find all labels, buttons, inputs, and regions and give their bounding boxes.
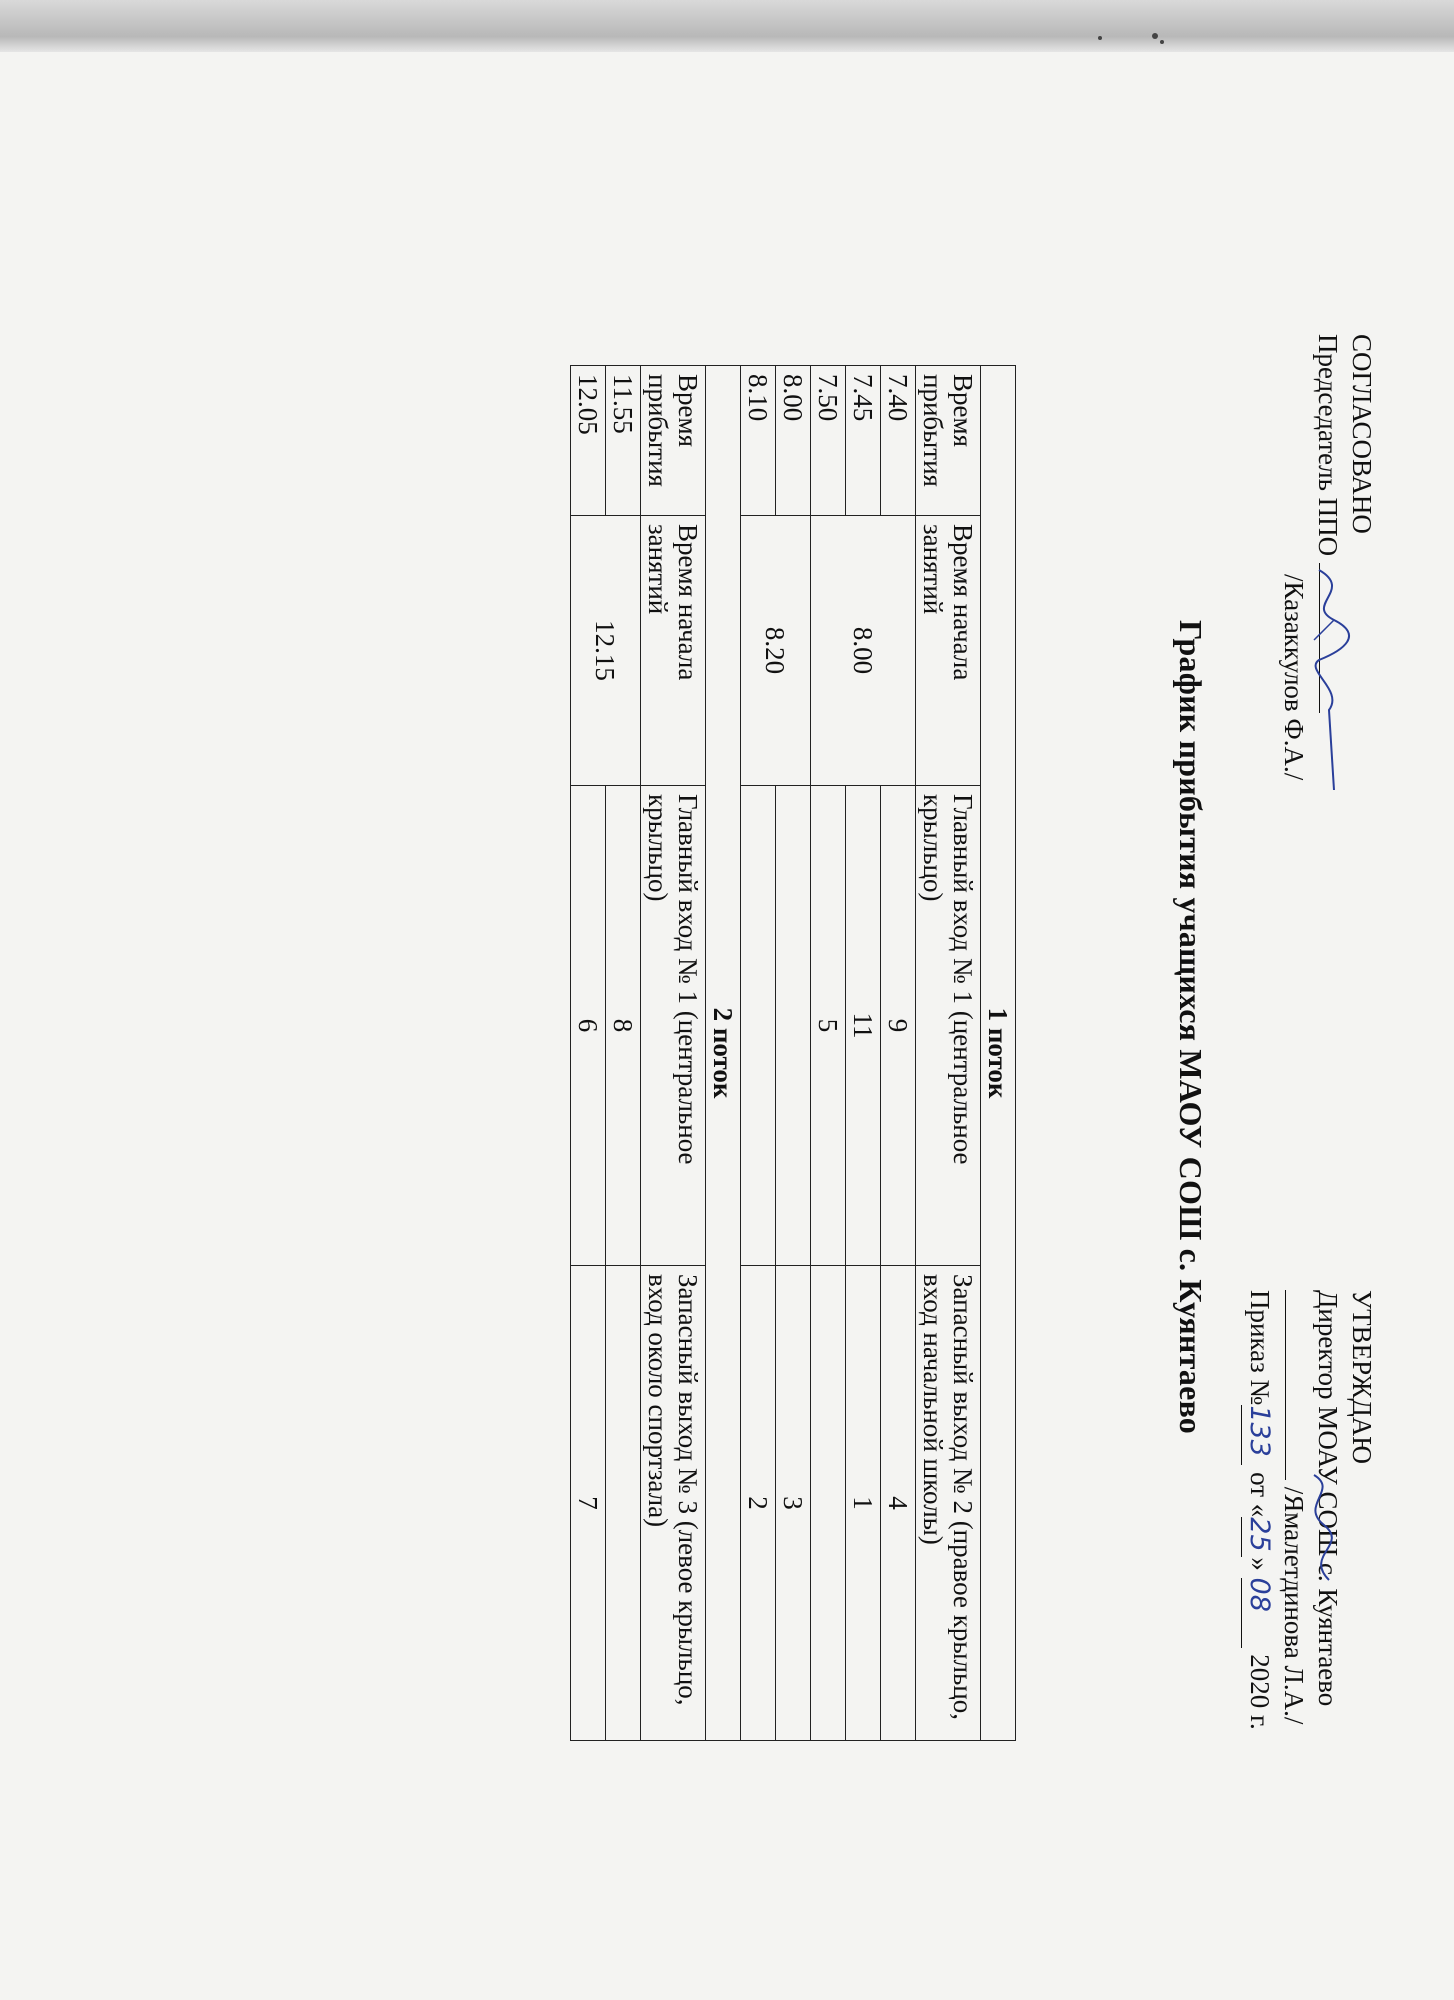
cell-entrance1: 9	[881, 786, 916, 1266]
cell-arrival: 7.40	[881, 366, 916, 516]
cell-entrance1: 6	[571, 786, 606, 1266]
cell-start: 12.15	[571, 516, 641, 786]
table-row	[776, 366, 811, 1741]
header-entrance1: Главный вход № 1 (центральное крыльцо)	[641, 786, 706, 1266]
header-start: Время начала занятий	[641, 516, 706, 786]
cell-start: 8.20	[741, 516, 811, 786]
approval-left-role: Председатель ППО	[1311, 334, 1345, 894]
approval-left-label: СОГЛАСОВАНО	[1347, 334, 1377, 534]
table-row	[606, 366, 641, 1741]
approval-right-role: Директор МОАУ СОШ с. Куянтаево	[1313, 1290, 1343, 1707]
cell-start: 8.00	[811, 516, 916, 786]
table-row	[981, 366, 1016, 1741]
table-row	[641, 366, 706, 1741]
header-arrival: Время прибытия	[641, 366, 706, 516]
approval-left-name: /Казаккулов Ф.А./	[1279, 574, 1309, 781]
approval-right	[1241, 1290, 1379, 1990]
order-number: 133	[1241, 1405, 1276, 1465]
header-entrance2: Запасный выход № 2 (правое крыльцо, вход начальной школы)	[916, 1266, 981, 1741]
order-month: 08	[1241, 1578, 1276, 1648]
header-entrance3: Запасный выход № 3 (левое крыльцо, вход около спортзала)	[641, 1266, 706, 1741]
table-row	[916, 366, 981, 1741]
cell-entrance2: 4	[881, 1266, 916, 1741]
approval-right-name: /Ямалетдинова Л.А./	[1277, 1290, 1311, 1990]
cell-arrival: 11.55	[606, 366, 641, 516]
header-entrance1: Главный вход № 1 (центральное крыльцо)	[916, 786, 981, 1266]
cell-entrance1: 5	[811, 786, 846, 1266]
cell-entrance2: 2	[741, 1266, 776, 1741]
header-start: Время начала занятий	[916, 516, 981, 786]
cell-entrance3: 7	[571, 1266, 606, 1741]
order-line: Приказ №133 от «25» 08 2020 г.	[1241, 1290, 1277, 1990]
cell-arrival: 7.45	[846, 366, 881, 516]
cell-entrance1: 11	[846, 786, 881, 1266]
cell-arrival: 8.00	[776, 366, 811, 516]
stream1-label: 1 поток	[981, 366, 1016, 1741]
table-row	[706, 366, 741, 1741]
cell-entrance3	[606, 1266, 641, 1741]
stream2-label: 2 поток	[706, 366, 741, 1741]
approval-right-label: УТВЕРЖДАЮ	[1347, 1290, 1377, 1465]
page-title: График прибытия учащихся МАОУ СОШ с. Куянтаево	[1173, 620, 1209, 1434]
cell-entrance2: 1	[846, 1266, 881, 1741]
cell-entrance1	[776, 786, 811, 1266]
signature-line	[1285, 1290, 1286, 1480]
schedule-table	[570, 365, 1016, 1741]
cell-entrance1: 8	[606, 786, 641, 1266]
cell-arrival: 7.50	[811, 366, 846, 516]
signature-left	[1284, 560, 1374, 800]
cell-arrival: 8.10	[741, 366, 776, 516]
cell-entrance2: 3	[776, 1266, 811, 1741]
cell-entrance1	[741, 786, 776, 1266]
signature-right	[1294, 1470, 1344, 1590]
order-day: 25	[1241, 1517, 1276, 1557]
cell-entrance2	[811, 1266, 846, 1741]
table-row	[881, 366, 916, 1741]
header-arrival: Время прибытия	[916, 366, 981, 516]
cell-arrival: 12.05	[571, 366, 606, 516]
